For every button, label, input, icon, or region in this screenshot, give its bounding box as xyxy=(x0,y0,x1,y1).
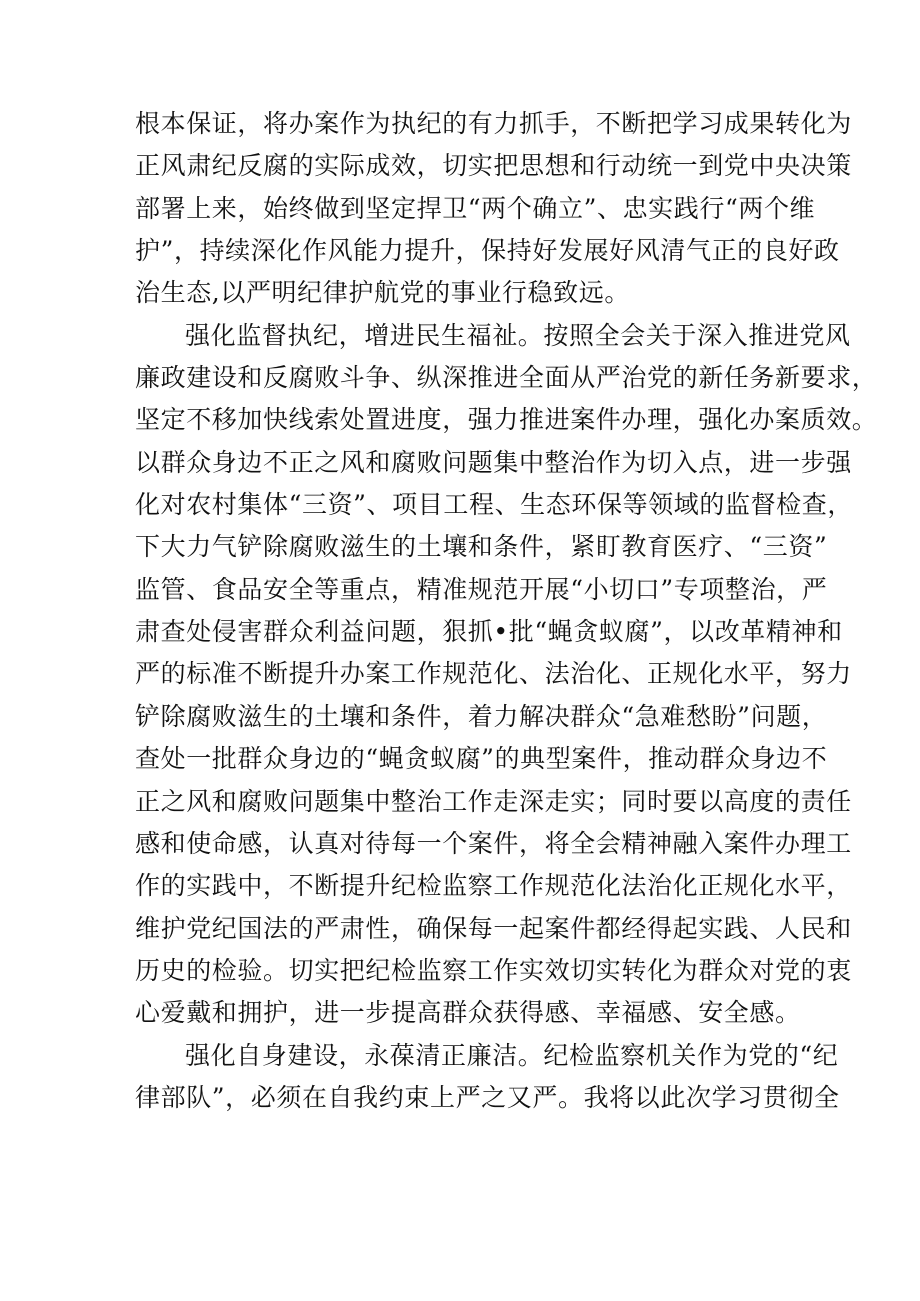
paragraph-2-line-8: 肃查处侵害群众利益问题，狠抓•批“蝇贪蚁腐”，以改革精神和 xyxy=(135,617,843,647)
paragraph-2-line-4: 以群众身边不正之风和腐败问题集中整治作为切入点，进一步强 xyxy=(135,447,852,477)
paragraph-3-line-2: 律部队”，必须在自我约束上严之又严。我将以此次学习贯彻全 xyxy=(135,1082,840,1112)
paragraph-2-line-6: 下大力气铲除腐败滋生的土壤和条件，紧盯教育医疗、“三资” xyxy=(135,532,828,562)
paragraph-2-line-12: 正之风和腐败问题集中整治工作走深走实；同时要以高度的责任 xyxy=(135,786,852,816)
paragraph-2-line-3: 坚定不移加快线索处置进度，强力推进案件办理，强化办案质效。 xyxy=(135,405,878,435)
paragraph-2-line-5: 化对农村集体“三资”、项目工程、生态环保等领域的监督检查， xyxy=(135,490,853,520)
paragraph-2-line-11: 查处一批群众身边的“蝇贪蚁腐”的典型案件，推动群众身边不 xyxy=(135,744,828,774)
document-body xyxy=(135,103,878,1119)
paragraph-2-line-17: 心爱戴和拥护，进一步提高群众获得感、幸福感、安全感。 xyxy=(135,998,801,1028)
paragraph-1-line-1: 根本保证，将办案作为执纪的有力抓手，不断把学习成果转化为 xyxy=(135,109,852,138)
paragraph-2-line-7: 监管、食品安全等重点，精准规范开展“小切口”专项整治，严 xyxy=(135,574,828,604)
paragraph-1-line-2: 正风肃纪反腐的实际成效，切实把思想和行动统一到党中央决策 xyxy=(135,151,852,181)
paragraph-2-line-14: 作的实践中，不断提升纪检监察工作规范化法治化正规化水平， xyxy=(135,871,852,901)
paragraph-1-line-3: 部署上来，始终做到坚定捍卫“两个确立”、忠实践行“两个维 xyxy=(135,193,816,223)
paragraph-2-line-15: 维护党纪国法的严肃性，确保每一起案件都经得起实践、人民和 xyxy=(135,913,852,943)
paragraph-1-line-5: 治生态,以严明纪律护航党的事业行稳致远。 xyxy=(135,278,630,308)
paragraph-2-line-16: 历史的检验。切实把纪检监察工作实效切实转化为群众对党的衷 xyxy=(135,955,852,985)
paragraph-2-line-13: 感和使命感，认真对待每一个案件，将全会精神融入案件办理工 xyxy=(135,828,852,858)
paragraph-1-line-4: 护”，持续深化作风能力提升，保持好发展好风清气正的良好政 xyxy=(135,236,840,266)
paragraph-2-line-2: 廉政建设和反腐败斗争、纵深推进全面从严治党的新任务新要求， xyxy=(135,363,878,393)
paragraph-2-line-9: 严的标准不断提升办案工作规范化、法治化、正规化水平，努力 xyxy=(135,659,852,689)
paragraph-2-line-1: 强化监督执纪，增进民生福祉。按照全会关于深入推进党风 xyxy=(185,320,851,350)
paragraph-3-line-1: 强化自身建设，永葆清正廉洁。纪检监察机关作为党的“纪 xyxy=(185,1040,839,1070)
paragraph-2-line-10: 铲除腐败滋生的土壤和条件，着力解决群众“急难愁盼”问题， xyxy=(135,701,828,731)
